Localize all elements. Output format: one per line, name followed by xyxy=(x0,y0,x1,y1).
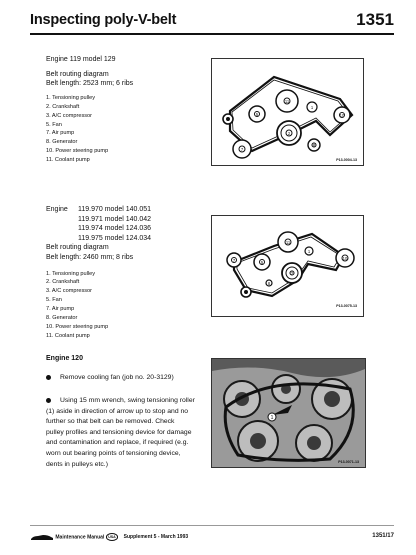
svg-text:2: 2 xyxy=(290,271,294,276)
legend-item: 3. A/C compressor xyxy=(46,288,93,295)
footer-supplement: Supplement 5 - March 1993 xyxy=(123,534,189,541)
svg-text:2: 2 xyxy=(287,131,291,136)
svg-text:1: 1 xyxy=(307,249,311,254)
section-2-text xyxy=(46,205,151,341)
car-logo-icon xyxy=(30,534,54,541)
footer-page-number: 1351/17 xyxy=(372,533,394,539)
svg-text:5: 5 xyxy=(260,260,264,265)
legend-item: 5. Fan xyxy=(46,121,62,128)
svg-text:10: 10 xyxy=(339,113,345,118)
figure-id: P13-0071-13 xyxy=(338,460,359,464)
belt-routing-drawing xyxy=(212,216,363,316)
svg-text:11: 11 xyxy=(284,99,290,104)
svg-text:3: 3 xyxy=(244,290,248,295)
usa-badge: USA xyxy=(106,533,119,541)
bullet-icon xyxy=(46,398,51,403)
engine-label: Engine 119 model 129 xyxy=(46,56,116,63)
model-line: 119.974 model 124.036 xyxy=(78,225,152,233)
legend-item: 2. Crankshaft xyxy=(46,103,80,110)
figure-id: P13-0004-13 xyxy=(336,158,357,162)
bullet-swing-tensioner xyxy=(46,396,211,470)
svg-text:8: 8 xyxy=(312,143,316,148)
section-1-text xyxy=(46,55,133,165)
bullet-text: and contamination and replace, if required (e.g. xyxy=(46,439,189,447)
model-line: 119.970 model 140.051 xyxy=(78,206,152,213)
svg-text:7: 7 xyxy=(232,258,236,263)
belt-diagram-2 xyxy=(211,215,364,317)
legend-item: 7. Air pump xyxy=(46,130,75,137)
belt-routing-drawing xyxy=(212,59,363,165)
legend-item: 7. Air pump xyxy=(46,306,75,313)
model-line: 119.971 model 140.042 xyxy=(78,215,152,223)
bullet-text: worn out bearing points of tensioning device, xyxy=(46,449,181,457)
legend-item: 8. Generator xyxy=(46,139,78,146)
legend-item: 8. Generator xyxy=(46,315,78,322)
bullet-text: Using 15 mm wrench, swing tensioning roller xyxy=(60,397,195,404)
page-code: 1351 xyxy=(356,10,394,29)
legend-item: 1. Tensioning pulley xyxy=(46,270,96,277)
svg-text:8: 8 xyxy=(267,281,271,286)
footer-left xyxy=(30,533,188,541)
svg-text:1: 1 xyxy=(310,105,314,110)
legend-item: 5. Fan xyxy=(46,297,62,304)
legend-item: 11. Coolant pump xyxy=(46,332,90,339)
svg-text:10: 10 xyxy=(342,256,348,261)
bullet-text: (1) aside in direction of arrow up to stop and no xyxy=(46,407,189,415)
footer-rule xyxy=(30,525,394,526)
svg-text:1: 1 xyxy=(270,415,274,421)
page-title: Inspecting poly-V-belt xyxy=(30,12,177,28)
bullet-text: pulley profiles and tensioning device for damage xyxy=(46,428,192,436)
bullet-icon xyxy=(46,375,51,380)
engine-label: Engine xyxy=(46,206,68,213)
diagram-label: Belt routing diagram xyxy=(46,244,109,252)
model-line: 119.975 model 124.034 xyxy=(78,234,152,242)
section-heading: Engine 120 xyxy=(46,355,83,362)
engine-photo xyxy=(211,358,366,468)
bullet-text: dents in pulleys etc.) xyxy=(46,460,108,468)
belt-length: Belt length: 2460 mm; 8 ribs xyxy=(46,253,134,261)
legend-item: 11. Coolant pump xyxy=(46,157,90,164)
svg-text:3: 3 xyxy=(226,117,230,122)
bullet-text: further so that belt can be removed. Check xyxy=(46,418,175,426)
bullet-remove-fan xyxy=(46,373,206,384)
footer-manual: Maintenance Manual xyxy=(55,534,105,541)
legend-item: 10. Power steering pump xyxy=(46,148,109,155)
header-rule xyxy=(30,33,394,35)
bullet-text: Remove cooling fan (job no. 20-3129) xyxy=(60,374,174,381)
diagram-label: Belt routing diagram xyxy=(46,70,109,78)
belt-diagram-1 xyxy=(211,58,364,166)
legend-item: 3. A/C compressor xyxy=(46,112,93,119)
figure-id: P13-0075-13 xyxy=(336,304,357,308)
legend-item: 1. Tensioning pulley xyxy=(46,94,96,101)
belt-length: Belt length: 2523 mm; 6 ribs xyxy=(46,80,134,88)
svg-text:7: 7 xyxy=(240,147,244,152)
legend-item: 2. Crankshaft xyxy=(46,279,80,286)
legend-item: 10. Power steering pump xyxy=(46,324,109,330)
svg-text:11: 11 xyxy=(285,240,291,245)
svg-text:5: 5 xyxy=(255,112,259,117)
engine-photo-drawing xyxy=(212,359,365,467)
